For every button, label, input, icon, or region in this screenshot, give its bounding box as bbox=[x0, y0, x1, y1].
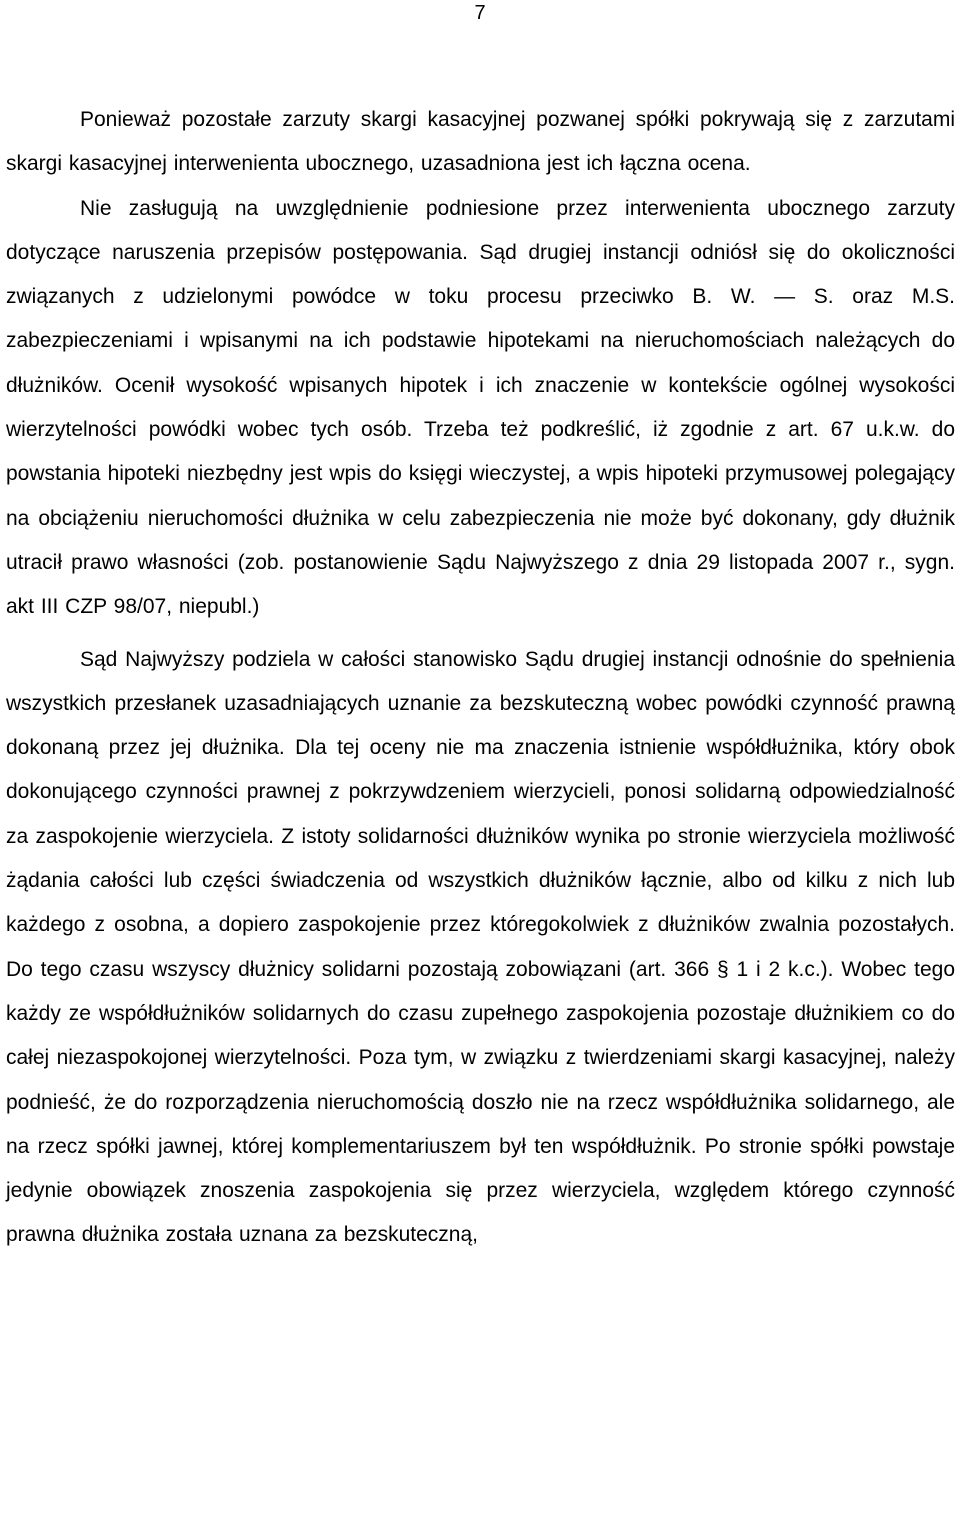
page-number: 7 bbox=[474, 2, 486, 24]
paragraph-3: Sąd Najwyższy podziela w całości stanowisko Sądu drugiej instancji odnośnie do spełnienia wszystkich przesłanek uzasadniających uznanie za bezskuteczną wobec powódki czynność prawną dokonaną przez jej dłużnika. Dla tej oceny nie ma znaczenia istnienie współdłużnika, który obok dokonującego czynności prawnej z pokrzywdzeniem wierzycieli, ponosi solidarną odpowiedzialność za zaspokojenie wierzyciela. Z istoty solidarności dłużników wynika po stronie wierzyciela możliwość żądania całości lub części świadczenia od wszystkich dłużników łącznie, albo od kilku z nich lub każdego z osobna, a dopiero zaspokojenie przez któregokolwiek z dłużników zwalnia pozostałych. Do tego czasu wszyscy dłużnicy solidarni pozostają zobowiązani (art. 366 § 1 i 2 k.c.). Wobec tego każdy ze współdłużników solidarnych do czasu zupełnego zaspokojenia pozostaje dłużnikiem co do całej niezaspokojonej wierzytelności. Poza tym, w związku z twierdzeniami skargi kasacyjnej, należy podnieść, że do rozporządzenia nieruchomością doszło nie na rzecz współdłużnika solidarnego, ale na rzecz spółki jawnej, której komplementariuszem był ten współdłużnik. Po stronie spółki powstaje jedynie obowiązek znoszenia zaspokojenia się przez wierzyciela, względem którego czynność prawna dłużnika została uznana za bezskuteczną, bbox=[6, 647, 955, 1247]
document-body bbox=[6, 98, 955, 1258]
paragraph-2: Nie zasługują na uwzględnienie podniesione przez interwenienta ubocznego zarzuty dotyczące naruszenia przepisów postępowania. Sąd drugiej instancji odniósł się do okoliczności związanych z udzielonymi powódce w toku procesu przeciwko B. W. — S. oraz M.S. zabezpieczeniami i wpisanymi na ich podstawie hipotekami na nieruchomościach należących do dłużników. Ocenił wysokość wpisanych hipotek i ich znaczenie w kontekście ogólnej wysokości wierzytelności powódki wobec tych osób. Trzeba też podkreślić, iż zgodnie z art. 67 u.k.w. do powstania hipoteki niezbędny jest wpis do księgi wieczystej, a wpis hipoteki przymusowej polegający na obciążeniu nieruchomości dłużnika w celu zabezpieczenia nie może być dokonany, gdy dłużnik utracił prawo własności (zob. postanowienie Sądu Najwyższego z dnia 29 listopada 2007 r., sygn. akt III CZP 98/07, niepubl.) bbox=[6, 196, 955, 619]
paragraph-1: Ponieważ pozostałe zarzuty skargi kasacyjnej pozwanej spółki pokrywają się z zarzutami skargi kasacyjnej interwenienta ubocznego, uzasadniona jest ich łączna ocena. bbox=[6, 108, 955, 176]
